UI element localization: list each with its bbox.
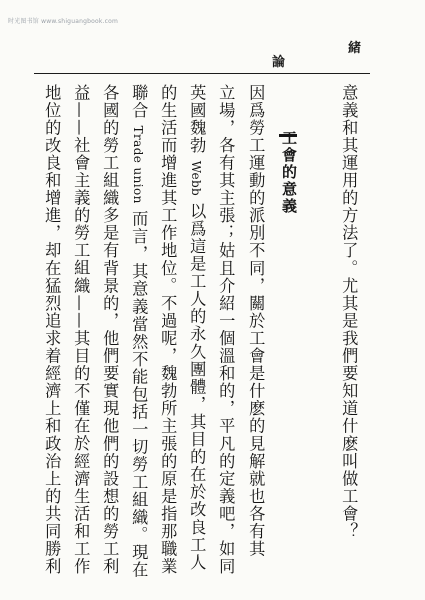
running-head-char-1: 緒 xyxy=(348,41,362,56)
text-column-6 xyxy=(129,84,149,579)
text-column-9: 地位的改良和增進，却在猛烈追求着經濟上和政治上的共同勝利 xyxy=(42,84,62,576)
text-column-4 xyxy=(187,84,207,572)
text-column-5: 的生活而增進其工作地位。不過呢，魏勃所主張的原是指那職業 xyxy=(158,84,178,576)
section-title: 工會的意義 xyxy=(280,130,298,215)
text-column-8: 益——社會主義的勞工組織——其目的不僅在於經濟生活和工作 xyxy=(71,84,91,576)
text-column-6-part-2: 而言，其意義當然不能包括一切勞工組織。現在 xyxy=(129,203,149,579)
text-column-7: 各國的勞工組織多是有背景的，他們要實現他們的設想的勞工利 xyxy=(100,84,120,576)
text-column-4-part-2: 以爲這是工人的永久團體，其目的在於改良工人 xyxy=(187,196,207,572)
header-rule xyxy=(34,73,370,74)
text-column-4-part-1: 英國魏勃 xyxy=(187,84,207,161)
running-head-char-2: 論 xyxy=(272,55,286,70)
text-column-3: 立場，各有其主張；姑且介紹一個溫和的，平凡的定義吧，如同 xyxy=(216,84,236,576)
text-column-4-latin: Webb xyxy=(189,160,204,197)
text-column-6-part-1: 聯合 xyxy=(129,84,149,126)
running-head xyxy=(0,42,425,76)
text-column-1: 意義和其運用的方法了。尤其是我們要知道什麽叫做工會？ xyxy=(339,84,359,541)
watermark-text: 时光图书馆 www.shiguangbook.com xyxy=(8,18,119,25)
text-column-6-latin: Trade union xyxy=(131,125,146,204)
text-column-2: 因爲勞工運動的派別不同，關於工會是什麽的見解就也各有其 xyxy=(246,84,266,558)
